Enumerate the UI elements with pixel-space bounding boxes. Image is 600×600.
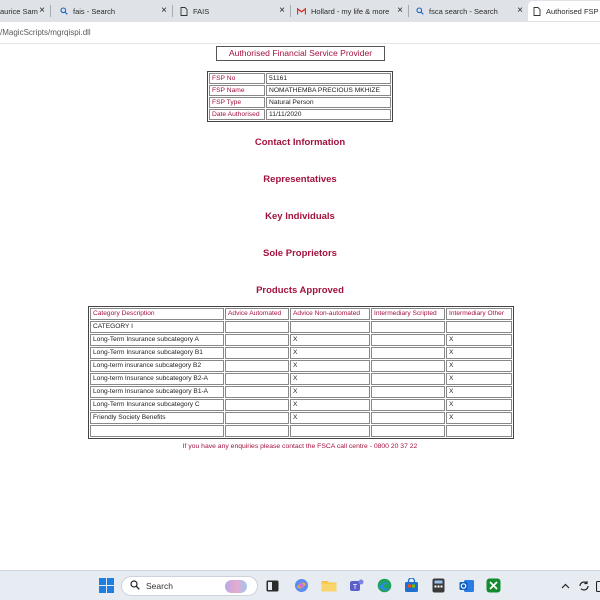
address-bar[interactable] [0, 22, 600, 44]
close-icon[interactable]: × [517, 5, 523, 16]
task-view-icon[interactable] [264, 577, 281, 594]
table-cell [225, 386, 289, 398]
table-cell [371, 425, 445, 437]
table-cell [371, 321, 445, 333]
table-cell: X [446, 373, 512, 385]
table-cell [225, 334, 289, 346]
table-cell: X [446, 412, 512, 424]
table-cell [225, 412, 289, 424]
search-highlight-icon [225, 580, 247, 593]
table-cell: X [446, 360, 512, 372]
tab-label: fsca search - Search [429, 6, 498, 16]
table-row [90, 373, 512, 385]
fsp-no-label: FSP No [209, 73, 265, 84]
fsp-type-label: FSP Type [209, 97, 265, 108]
table-cell: X [446, 399, 512, 411]
tab-aurice-sam[interactable] [0, 1, 50, 21]
table-cell [371, 334, 445, 346]
column-header: Intermediary Other [446, 308, 512, 320]
column-header: Advice Non-automated [290, 308, 370, 320]
table-cell [371, 347, 445, 359]
edge-icon[interactable] [376, 577, 393, 594]
table-row [90, 360, 512, 372]
table-cell [225, 373, 289, 385]
contact-information-link[interactable]: Contact Information [254, 137, 346, 148]
representatives-link[interactable]: Representatives [263, 174, 337, 185]
table-cell: Long-Term Insurance subcategory B1 [90, 347, 224, 359]
tab-fais[interactable] [175, 1, 290, 21]
table-row [90, 425, 512, 437]
document-icon [532, 7, 541, 16]
table-cell [371, 360, 445, 372]
table-cell: X [446, 386, 512, 398]
table-cell [90, 425, 224, 437]
document-icon [179, 7, 188, 16]
table-cell: X [290, 334, 370, 346]
table-row [209, 85, 391, 96]
search-icon [130, 580, 140, 592]
page-content [0, 44, 600, 570]
table-cell [225, 360, 289, 372]
calculator-icon[interactable] [430, 577, 447, 594]
fsp-info-table [207, 71, 393, 122]
date-authorised-value: 11/11/2020 [266, 109, 391, 120]
table-cell: X [290, 347, 370, 359]
table-cell [371, 399, 445, 411]
tab-divider [290, 5, 291, 17]
table-cell [290, 321, 370, 333]
enquiries-footer-note: If you have any enquiries please contact the FSCA call centre - 0800 20 37 22 [182, 443, 418, 450]
sync-icon[interactable] [575, 577, 592, 594]
fsp-name-label: FSP Name [209, 85, 265, 96]
store-icon[interactable] [403, 577, 420, 594]
table-row [90, 347, 512, 359]
table-row [209, 73, 391, 84]
table-cell: X [446, 347, 512, 359]
page-title: Authorised Financial Service Provider [216, 46, 385, 61]
table-row [209, 109, 391, 120]
copilot-icon[interactable] [293, 577, 310, 594]
table-cell: Long-term Insurance subcategory B1-A [90, 386, 224, 398]
close-icon[interactable]: × [397, 5, 403, 16]
table-cell [371, 373, 445, 385]
tab-divider [408, 5, 409, 17]
table-row [90, 386, 512, 398]
table-cell [446, 321, 512, 333]
products-approved-heading: Products Approved [256, 285, 344, 296]
close-icon[interactable]: × [279, 5, 285, 16]
windows-taskbar [0, 570, 600, 600]
tab-hollard[interactable] [293, 1, 408, 21]
table-cell [225, 425, 289, 437]
tab-divider [172, 5, 173, 17]
table-cell: Friendly Society Benefits [90, 412, 224, 424]
table-row [90, 399, 512, 411]
column-header: Category Description [90, 308, 224, 320]
svg-text:T: T [352, 584, 358, 591]
key-individuals-link[interactable]: Key Individuals [265, 211, 335, 222]
table-cell: CATEGORY I [90, 321, 224, 333]
teams-icon[interactable] [348, 577, 365, 594]
table-cell [290, 425, 370, 437]
tab-label: fais - Search [73, 6, 116, 16]
sole-proprietors-link[interactable]: Sole Proprietors [263, 248, 337, 259]
table-cell [446, 425, 512, 437]
table-row [90, 412, 512, 424]
table-cell: Long-term insurance subcategory B2 [90, 360, 224, 372]
outlook-icon[interactable] [458, 577, 475, 594]
close-icon[interactable]: × [161, 5, 167, 16]
table-cell: X [290, 399, 370, 411]
tab-fsca-search[interactable] [411, 1, 528, 21]
table-row [90, 334, 512, 346]
tab-label: FAIS [193, 6, 210, 16]
table-cell [225, 321, 289, 333]
table-cell [371, 412, 445, 424]
taskbar-search-label: Search [146, 581, 173, 591]
table-cell: X [290, 412, 370, 424]
calendar-icon[interactable] [592, 577, 600, 594]
fsp-type-value: Natural Person [266, 97, 391, 108]
chevron-up-icon[interactable] [557, 577, 574, 594]
column-header: Advice Automated [225, 308, 289, 320]
table-cell: Long-term Insurance subcategory B2-A [90, 373, 224, 385]
file-explorer-icon[interactable] [320, 577, 337, 594]
table-cell: X [290, 386, 370, 398]
table-row [90, 321, 512, 333]
date-authorised-label: Date Authorised [209, 109, 265, 120]
table-cell: Long-Term Insurance subcategory A [90, 334, 224, 346]
search-icon [59, 7, 68, 16]
fsp-no-value: 51161 [266, 73, 391, 84]
table-cell [225, 399, 289, 411]
products-approved-table [88, 306, 514, 439]
address-url[interactable]: /MagicScripts/mgrqispi.dll [0, 28, 91, 37]
table-cell: Long-Term Insurance subcategory C [90, 399, 224, 411]
column-header: Intermediary Scripted [371, 308, 445, 320]
table-cell [371, 386, 445, 398]
tab-label: aurice Sam [0, 6, 38, 16]
tab-fais-search[interactable] [55, 1, 172, 21]
table-cell [225, 347, 289, 359]
fsp-name-value: NOMATHEMBA PRECIOUS MKHIZE [266, 85, 391, 96]
close-icon[interactable]: × [39, 5, 45, 16]
windows-start-icon[interactable] [98, 577, 115, 594]
table-cell: X [290, 373, 370, 385]
gmail-icon [297, 7, 306, 16]
browser-tab-strip [0, 0, 600, 22]
table-row [209, 97, 391, 108]
tab-label: Hollard - my life & more [311, 6, 390, 16]
table-cell: X [446, 334, 512, 346]
taskbar-search-box[interactable] [121, 576, 258, 596]
table-cell: X [290, 360, 370, 372]
tab-label: Authorised FSP [546, 6, 599, 16]
tab-authorised-fsp[interactable] [528, 1, 600, 21]
tab-divider [50, 5, 51, 17]
search-icon [415, 7, 424, 16]
table-header-row [90, 308, 512, 320]
xbox-icon[interactable] [485, 577, 502, 594]
